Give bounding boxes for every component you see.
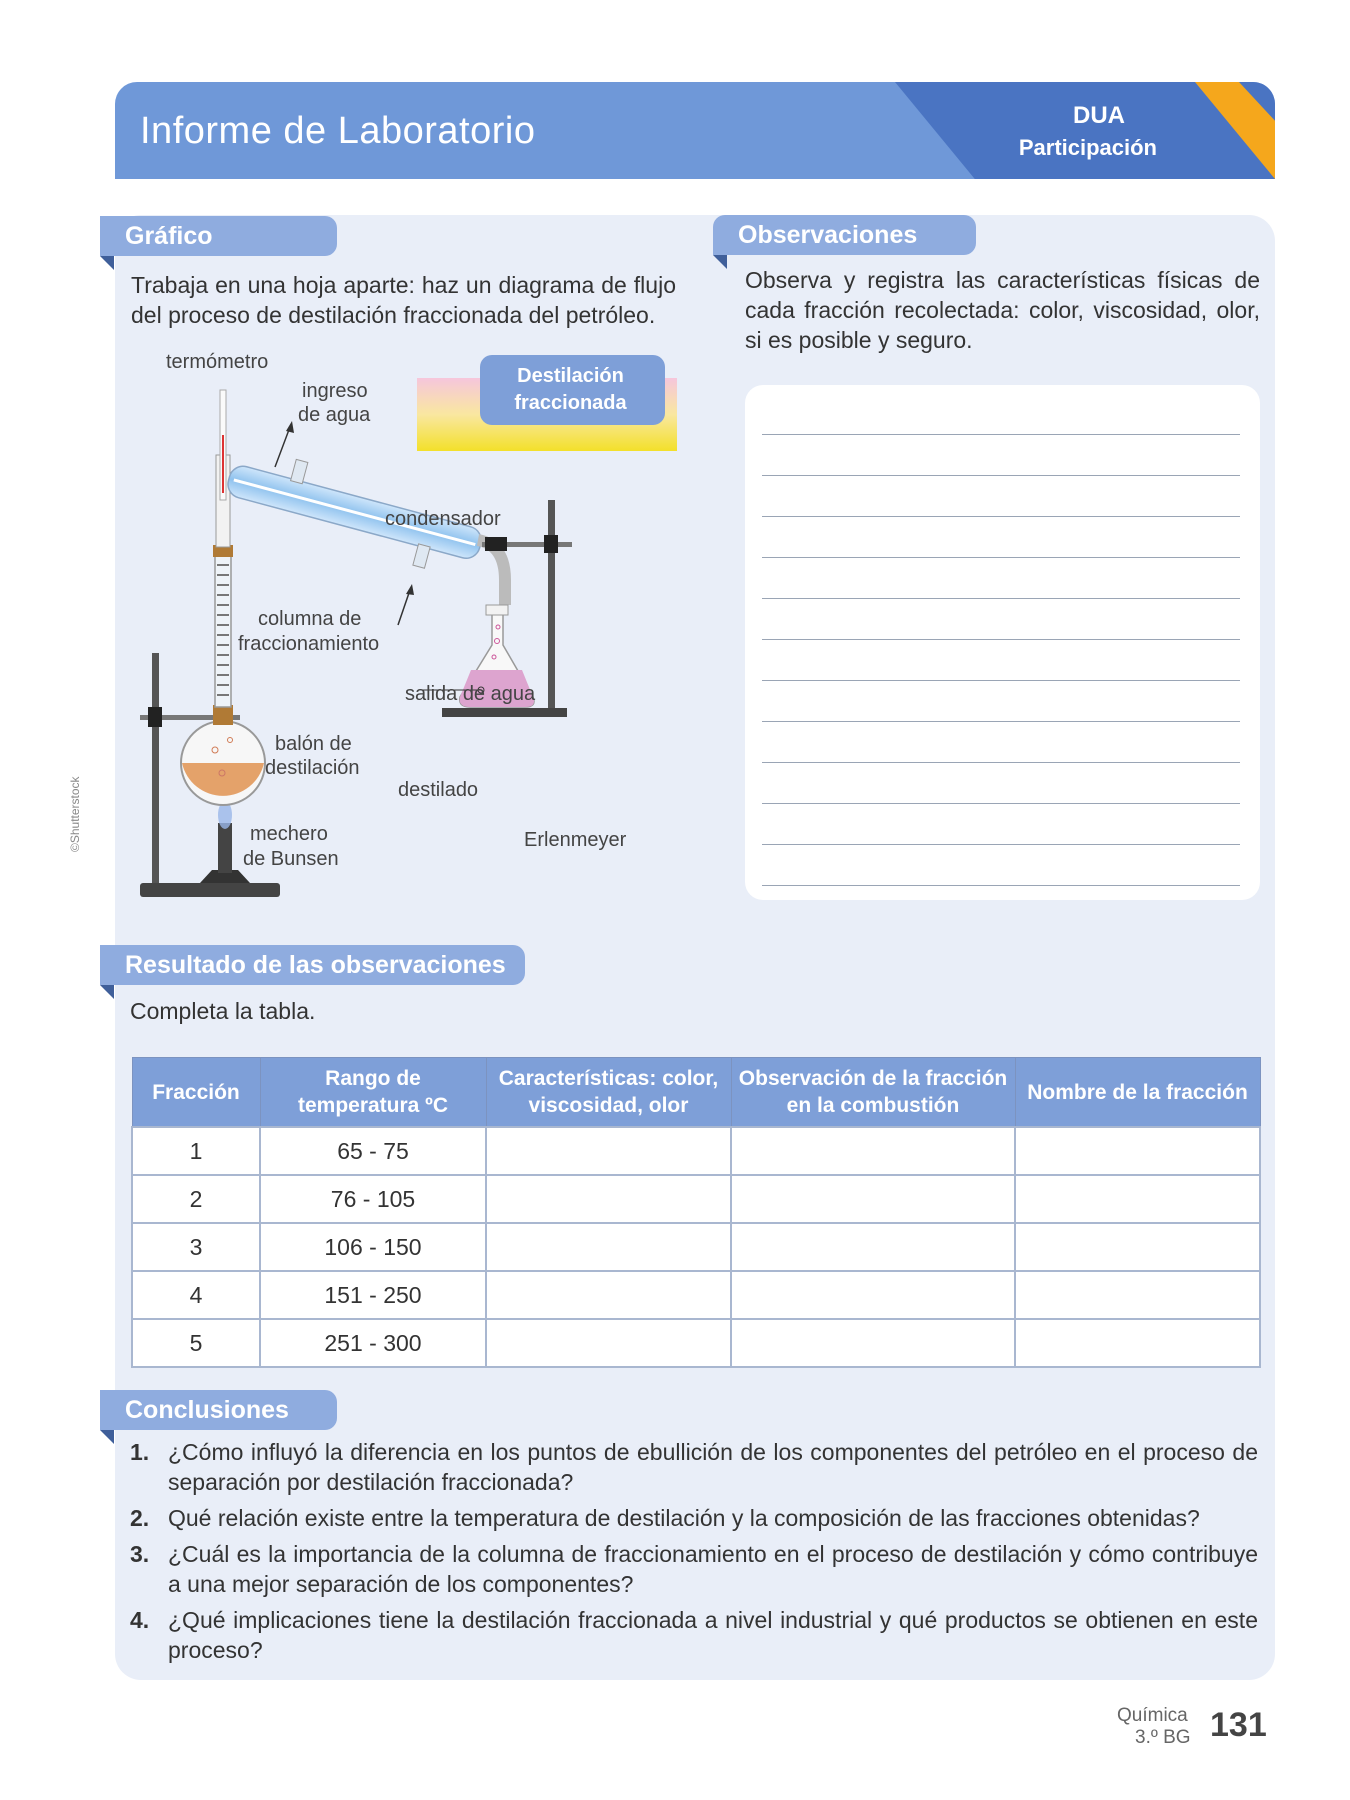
page-number: 131 [1210,1706,1267,1744]
burner-tube [218,823,232,873]
page-header [115,82,1275,179]
label-balon-2: destilación [265,757,360,779]
left-stand-rod [152,653,159,888]
image-credit: ©Shutterstock [68,776,82,852]
conclusion-item [130,1539,1258,1599]
cell-rango: 151 - 250 [260,1271,486,1319]
conclusion-item [130,1437,1258,1497]
cell-rango: 251 - 300 [260,1319,486,1367]
right-stand-base [442,708,567,717]
conclusion-number: 2. [130,1505,150,1531]
table-row [132,1319,1260,1367]
dua-badge: DUA [1073,102,1125,129]
writing-line [762,639,1240,640]
header-nombre-fraccion: Nombre de la fracción [1015,1058,1260,1128]
conclusion-text: ¿Cómo influyó la diferencia en los puntos de ebullición de los componentes del petróleo en el proceso de separación por destilación fraccionada? [168,1439,1258,1495]
arrow-water-outlet [398,590,410,625]
tab-fold [100,1430,114,1444]
writing-line [762,803,1240,804]
conclusion-item [130,1503,1258,1533]
dua-badge-subtitle: Participación [1018,135,1157,160]
cell-fraccion: 5 [132,1319,260,1367]
label-balon-1: balón de [275,733,352,755]
table-row [132,1271,1260,1319]
cell-observacion[interactable] [731,1271,1015,1319]
observation-writing-area[interactable] [745,385,1260,900]
conclusion-number: 1. [130,1439,150,1465]
label-de-agua: de agua [298,404,371,426]
section-tab-conclusiones: Conclusiones [100,1390,337,1430]
cell-nombre[interactable] [1015,1127,1260,1175]
header-fraccion: Fracción [132,1058,260,1128]
section-tab-grafico: Gráfico [100,216,337,256]
grafico-instruction: Trabaja en una hoja aparte: haz un diagrama de flujo del proceso de destilación fraccionada del petróleo. [131,272,676,328]
label-mechero-2: de Bunsen [243,848,339,870]
water-inlet [291,459,308,483]
distillation-apparatus-diagram [120,345,700,905]
resultado-instruction: Completa la tabla. [130,998,316,1024]
table-row [132,1127,1260,1175]
cell-caracteristicas[interactable] [486,1175,731,1223]
conclusion-text: Qué relación existe entre la temperatura de destilación y la composición de las fracciones obtenidas? [168,1505,1200,1531]
label-mechero-1: mechero [250,823,328,845]
cell-rango: 65 - 75 [260,1127,486,1175]
writing-line [762,762,1240,763]
right-stand-rod [548,500,555,710]
left-stand-base [140,883,280,897]
conclusion-text: ¿Qué implicaciones tiene la destilación fraccionada a nivel industrial y qué productos se obtienen en este proceso? [168,1607,1258,1663]
label-salida-agua: salida de agua [405,683,536,705]
writing-line [762,557,1240,558]
cell-nombre[interactable] [1015,1175,1260,1223]
table-row [132,1175,1260,1223]
section-tab-observaciones: Observaciones [713,215,976,255]
writing-line [762,598,1240,599]
cell-caracteristicas[interactable] [486,1127,731,1175]
label-columna-1: columna de [258,608,362,630]
cell-caracteristicas[interactable] [486,1271,731,1319]
label-columna-2: fraccionamiento [238,633,380,655]
cell-observacion[interactable] [731,1127,1015,1175]
header-rango-temperatura: Rango de temperatura ºC [260,1058,486,1128]
cell-fraccion: 2 [132,1175,260,1223]
conclusion-text: ¿Cuál es la importancia de la columna de fraccionamiento en el proceso de destilación y cómo contribuye a una mejor separación de los componentes? [168,1541,1258,1597]
cell-nombre[interactable] [1015,1223,1260,1271]
cell-caracteristicas[interactable] [486,1223,731,1271]
writing-line [762,885,1240,886]
writing-line [762,721,1240,722]
cell-fraccion: 3 [132,1223,260,1271]
label-condensador: condensador [385,508,501,530]
conclusion-number: 3. [130,1541,150,1567]
footer-grade: 3.º BG [1135,1727,1191,1748]
label-destilado: destilado [398,779,479,801]
cell-observacion[interactable] [731,1319,1015,1367]
writing-line [762,844,1240,845]
table-row [132,1223,1260,1271]
column-stopper [213,705,233,725]
section-tab-resultado: Resultado de las observaciones [100,945,525,985]
label-ingreso: ingreso [302,380,368,402]
tab-fold [100,256,114,270]
cell-fraccion: 4 [132,1271,260,1319]
writing-line [762,516,1240,517]
cell-observacion[interactable] [731,1223,1015,1271]
conclusions-list [130,1437,1258,1671]
conclusion-number: 4. [130,1607,150,1633]
arrow-water-inlet [275,427,290,467]
tab-fold [100,985,114,999]
writing-line [762,475,1240,476]
label-termometro: termómetro [166,351,269,373]
label-erlenmeyer: Erlenmeyer [524,829,627,851]
diagram-title: Destilación fraccionada [514,365,627,414]
clamp [148,707,162,727]
footer-subject: Química [1117,1705,1188,1726]
header-observacion-combustion: Observación de la fracción en la combustión [731,1058,1015,1128]
cell-fraccion: 1 [132,1127,260,1175]
page-title: Informe de Laboratorio [140,110,536,152]
cell-caracteristicas[interactable] [486,1319,731,1367]
cell-observacion[interactable] [731,1175,1015,1223]
cell-rango: 76 - 105 [260,1175,486,1223]
tab-fold [713,255,727,269]
writing-line [762,680,1240,681]
cell-rango: 106 - 150 [260,1223,486,1271]
fractions-table [131,1057,1261,1368]
writing-line [762,434,1240,435]
cell-nombre[interactable] [1015,1319,1260,1367]
cell-nombre[interactable] [1015,1271,1260,1319]
conclusion-item [130,1605,1258,1665]
table-header-row [132,1058,1260,1128]
observaciones-instruction: Observa y registra las características físicas de cada fracción recolectada: color, viscosidad, olor, si es posible y seguro. [745,267,1260,353]
water-outlet [413,544,430,568]
header-caracteristicas: Características: color, viscosidad, olor [486,1058,731,1128]
